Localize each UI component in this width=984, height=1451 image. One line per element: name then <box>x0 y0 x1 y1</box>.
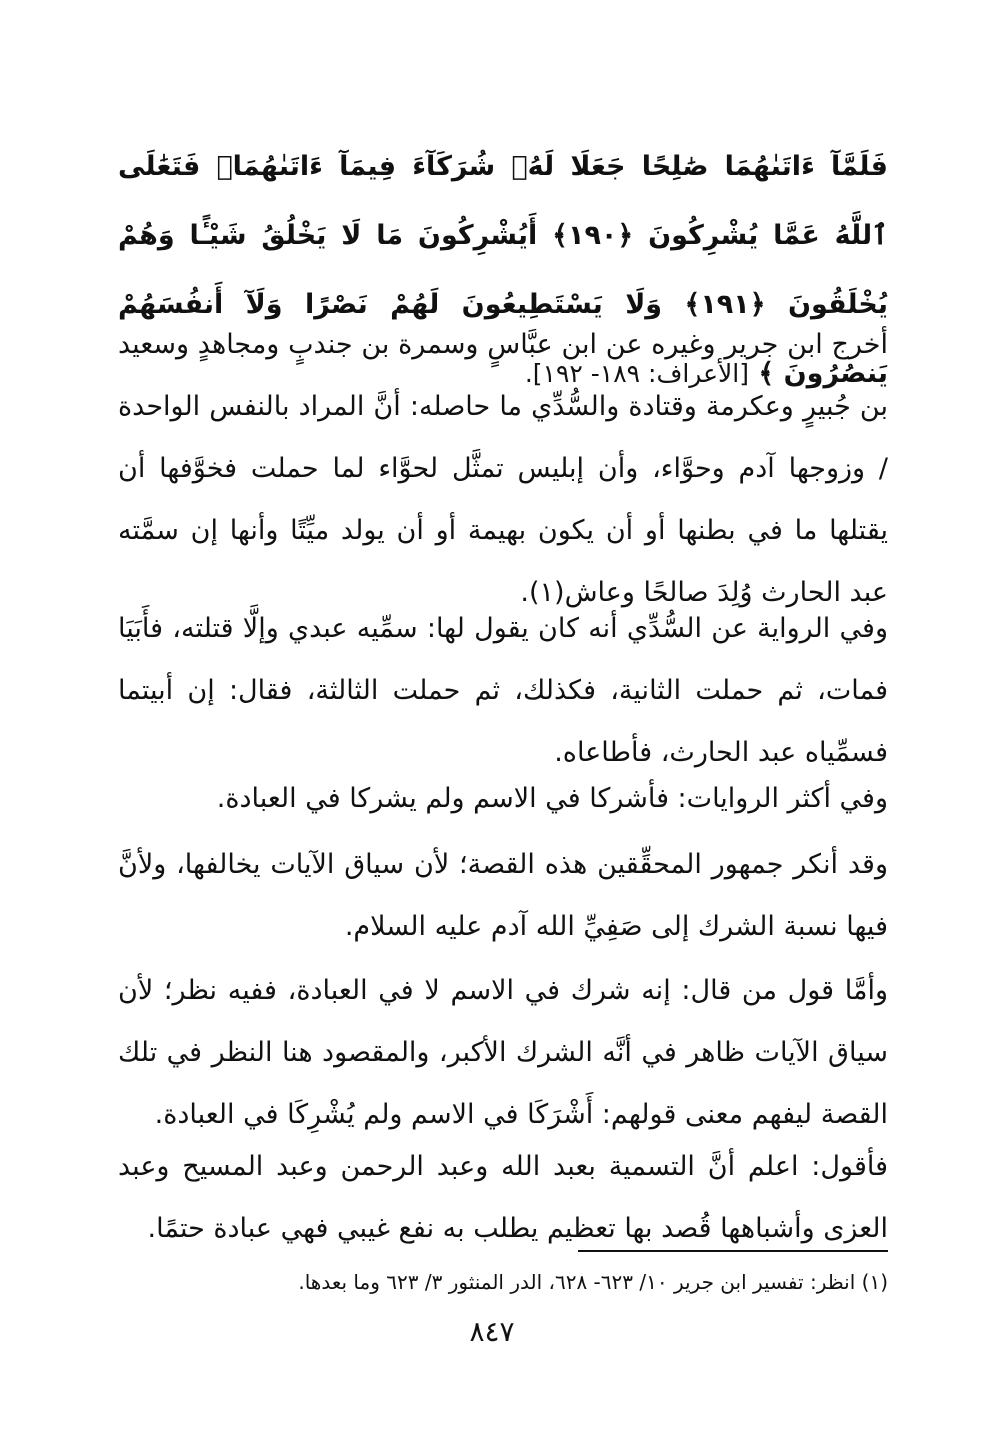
quran-verse-text: فَلَمَّآ ءَاتَىٰهُمَا صَٰلِحًا جَعَلَا لَهُۥ شُرَكَآءَ فِيمَآ ءَاتَىٰهُمَاۚ فَتَعَٰلَى ٱللَّهُ عَمَّا يُشْرِكُونَ ﴿١٩٠﴾ أَيُشْرِكُونَ مَا لَا يَخْلُقُ شَيْـًٔا وَهُمْ يُخْلَقُونَ ﴿١٩١﴾ وَلَا يَسْتَطِيعُونَ لَهُمْ نَصْرًا وَلَآ أَنفُسَهُمْ يَنصُرُونَ ﴾ <box>118 151 888 389</box>
paragraph-4: وقد أنكر جمهور المحقِّقين هذه القصة؛ لأن سياق الآيات يخالفها، ولأنَّ فيها نسبة الشرك إلى صَفِيِّ الله آدم عليه السلام. <box>118 849 888 942</box>
footnote-divider <box>578 1250 888 1252</box>
paragraph-1: أخرج ابن جرير وغيره عن ابن عبَّاسٍ وسمرة بن جندبٍ ومجاهدٍ وسعيد بن جُبيرٍ وعكرمة وقتادة والسُّدِّي ما حاصله: أنَّ المراد بالنفس الواحدة / وزوجها آدم وحوَّاء، وأن إبليس تمثَّل لحوَّاء لما حملت فخوَّفها أن يقتلها ما في بطنها أو أن يكون بهيمة أو أن يولد ميِّتًا وأنها إن سمَّته عبد الحارث وُلِدَ صالحًا وعاش(١). <box>118 329 888 608</box>
footnote: (١) انظر: تفسير ابن جرير ١٠/ ٦٢٣- ٦٢٨، الدر المنثور ٣/ ٦٢٣ وما بعدها. <box>298 1270 888 1294</box>
page-number: ٨٤٧ <box>469 1315 515 1348</box>
verse-reference: [الأعراف: ١٨٩- ١٩٢]. <box>524 359 749 388</box>
paragraph-5: وأمَّا قول من قال: إنه شرك في الاسم لا في العبادة، ففيه نظر؛ لأن سياق الآيات ظاهر في أنَّه الشرك الأكبر، والمقصود هنا النظر في تلك القصة ليفهم معنى قولهم: أَشْرَكَا في الاسم ولم يُشْرِكَا في العبادة. <box>118 975 888 1130</box>
paragraph-2: وفي الرواية عن السُّدِّي أنه كان يقول لها: سمِّيه عبدي وإلَّا قتلته، فأَبَيَا فمات، ثم حملت الثانية، فكذلك، ثم حملت الثالثة، فقال: إن أبيتما فسمِّياه عبد الحارث، فأطاعاه. <box>118 613 888 768</box>
paragraph-3: وفي أكثر الروايات: فأشركا في الاسم ولم يشركا في العبادة. <box>216 783 888 814</box>
paragraph-6: فأقول: اعلم أنَّ التسمية بعبد الله وعبد الرحمن وعبد المسيح وعبد العزى وأشباهها قُصد بها تعظيم يطلب به نفع غيبي فهي عبادة حتمًا. <box>118 1151 888 1244</box>
